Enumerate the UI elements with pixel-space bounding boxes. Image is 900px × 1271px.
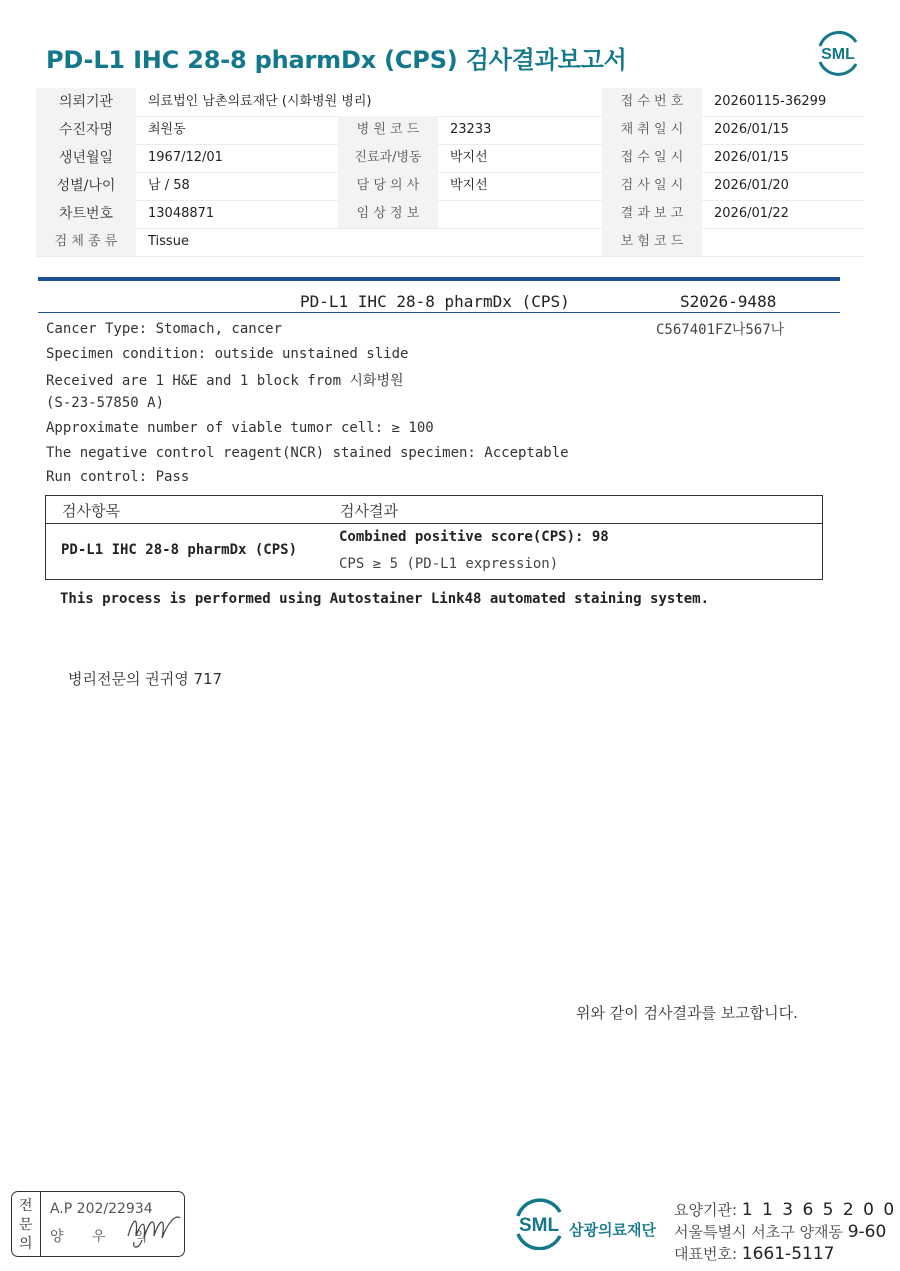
report-line: Received are 1 H&E and 1 block from 시화병원 (46, 373, 404, 389)
result-table (45, 495, 823, 580)
info-value: 2026/01/15 (714, 122, 789, 137)
info-label: 임 상 정 보 (338, 200, 438, 228)
info-value: 2026/01/20 (714, 178, 789, 193)
footer-address-number: 9-60 (847, 1222, 887, 1242)
cps-score: Combined positive score(CPS): 98 (339, 529, 609, 545)
info-value: 박지선 (450, 150, 488, 165)
footer-code-label: 요양기관: (674, 1201, 738, 1219)
info-row (36, 88, 864, 117)
info-label: 채 취 일 시 (602, 116, 702, 144)
report-line: Run control: Pass (46, 469, 190, 485)
info-label: 검 사 일 시 (602, 172, 702, 200)
info-label: 수진자명 (36, 116, 136, 144)
info-value: 23233 (450, 122, 492, 137)
patient-info-table (36, 88, 864, 260)
info-label: 의뢰기관 (36, 88, 136, 116)
column-header-result: 검사결과 (340, 502, 398, 520)
stamp-license: A.P 202/22934 (50, 1201, 153, 1217)
info-value: Tissue (148, 234, 189, 249)
report-title-header: PD-L1 IHC 28-8 pharmDx (CPS) 검사결과보고서 (46, 46, 627, 74)
report-line: Specimen condition: outside unstained slide (46, 346, 409, 362)
info-value: 남 / 58 (148, 178, 190, 193)
info-value: 최원동 (148, 122, 186, 137)
stamp-side-char: 전 (19, 1198, 33, 1214)
footer-phone (674, 1243, 834, 1264)
stamp-side-char: 문 (19, 1217, 33, 1233)
info-label: 병 원 코 드 (338, 116, 438, 144)
info-value (438, 200, 602, 228)
info-label: 접 수 일 시 (602, 144, 702, 172)
footer-address (674, 1221, 886, 1242)
specimen-code: C567401FZ나567나 (656, 322, 785, 338)
info-row (36, 144, 864, 173)
sml-footer-logo-text: SML (518, 1215, 560, 1236)
footer-address-text: 서울특별시 서초구 양재동 (674, 1223, 843, 1241)
info-value: 20260115-36299 (714, 94, 827, 109)
handwritten-signature (124, 1206, 184, 1252)
report-line: (S-23-57850 A) (46, 395, 165, 411)
footer-phone-number: 1661-5117 (741, 1244, 835, 1264)
footer-phone-label: 대표번호: (674, 1245, 738, 1263)
info-row (36, 172, 864, 201)
sml-footer-logo (510, 1196, 568, 1250)
info-label: 진료과/병동 (338, 144, 438, 172)
closing-statement: 위와 같이 검사결과를 보고합니다. (576, 1004, 798, 1022)
info-value: 13048871 (148, 206, 215, 221)
divider (38, 312, 840, 313)
info-label: 성별/나이 (36, 172, 136, 200)
info-row (36, 228, 864, 257)
info-label: 검 체 종 류 (36, 228, 136, 256)
info-label: 보 험 코 드 (602, 228, 702, 256)
info-label: 결 과 보 고 (602, 200, 702, 228)
test-item: PD-L1 IHC 28-8 pharmDx (CPS) (61, 542, 298, 558)
report-line: Approximate number of viable tumor cell: ≥ 100 (46, 420, 434, 436)
info-row (36, 116, 864, 145)
info-label: 담 당 의 사 (338, 172, 438, 200)
footer-code-value: 1 1 3 6 5 2 0 0 (741, 1200, 897, 1220)
report-title: PD-L1 IHC 28-8 pharmDx (CPS) (300, 292, 570, 311)
report-line: The negative control reagent(NCR) stained specimen: Acceptable (46, 445, 569, 461)
footer-institution-code (674, 1199, 896, 1220)
info-value (702, 228, 864, 256)
info-value: 1967/12/01 (148, 150, 223, 165)
result-table-header (46, 496, 822, 524)
info-value: 2026/01/15 (714, 150, 789, 165)
info-row (36, 200, 864, 229)
sml-logo (812, 28, 864, 76)
sml-logo-text: SML (821, 46, 855, 63)
divider (38, 277, 840, 281)
report-line: Cancer Type: Stomach, cancer (46, 321, 283, 337)
footer-org-name: 삼광의료재단 (569, 1221, 656, 1239)
info-label: 차트번호 (36, 200, 136, 228)
info-value: 2026/01/22 (714, 206, 789, 221)
info-label: 접 수 번 호 (602, 88, 702, 116)
column-header-item: 검사항목 (62, 502, 120, 520)
report-number: S2026-9488 (680, 292, 777, 311)
stamp-side-label (12, 1192, 41, 1256)
stamp-physician-name: 양 우 익 (50, 1229, 160, 1245)
cps-interpretation: CPS ≥ 5 (PD-L1 expression) (339, 556, 559, 572)
info-value: 의료법인 남촌의료재단 (시화병원 병리) (148, 94, 372, 109)
physician-stamp (11, 1191, 185, 1257)
stamp-side-char: 의 (19, 1236, 33, 1252)
process-note: This process is performed using Autostainer Link48 automated staining system. (60, 591, 710, 607)
info-label: 생년월일 (36, 144, 136, 172)
pathologist-signature-line: 병리전문의 권귀영 717 (68, 670, 223, 688)
info-value: 박지선 (450, 178, 488, 193)
